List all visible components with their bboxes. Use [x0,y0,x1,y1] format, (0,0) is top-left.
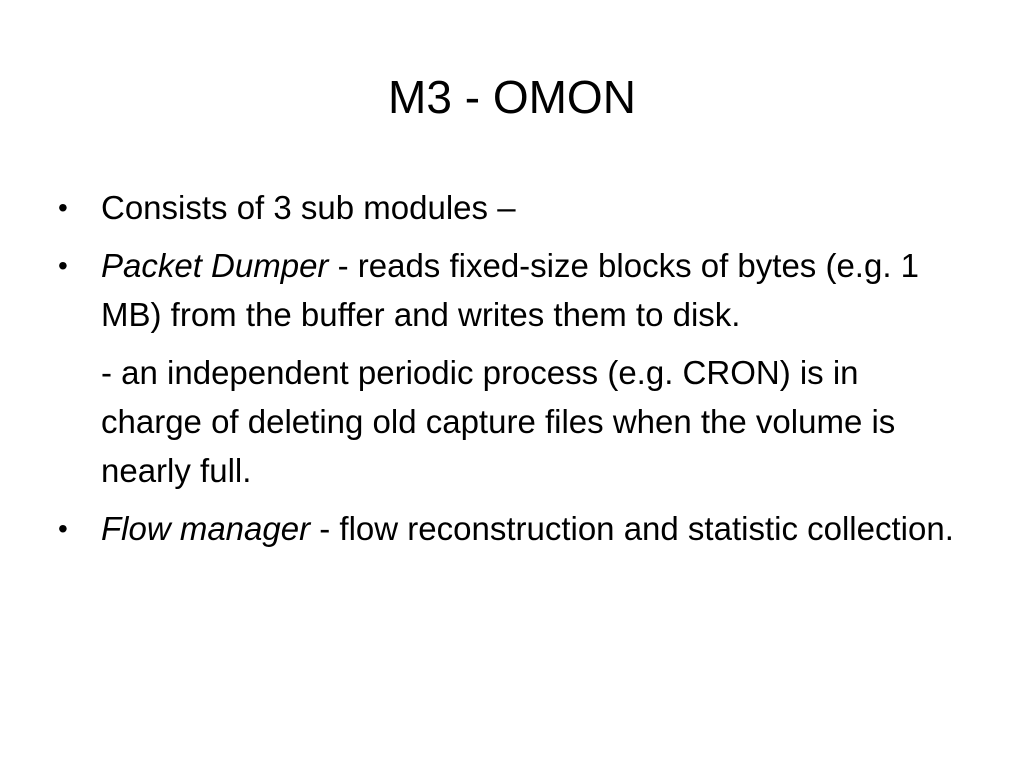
bullet-lead-term: Packet Dumper [101,247,329,284]
bullet-item-flow-manager [58,504,958,553]
bullet-dot-icon: • [58,192,68,223]
bullet-text: Consists of 3 sub modules – [101,189,516,226]
bullet-dot-icon: • [58,250,68,281]
bullet-item-submodules [58,183,958,232]
sub-paragraph: - an independent periodic process (e.g. CRON) is in charge of deleting old capture files when the volume is nearly full. [101,354,896,489]
bullet-item-packet-dumper [58,241,958,339]
slide-title: M3 - OMON [388,71,636,123]
slide-content [58,183,958,562]
bullet-text: - flow reconstruction and statistic collection. [310,510,954,547]
bullet-dot-icon: • [58,513,68,544]
bullet-text: - reads fixed-size blocks of bytes (e.g. 1 MB) from the buffer and writes them to disk. [101,247,920,333]
bullet-lead-term: Flow manager [101,510,311,547]
